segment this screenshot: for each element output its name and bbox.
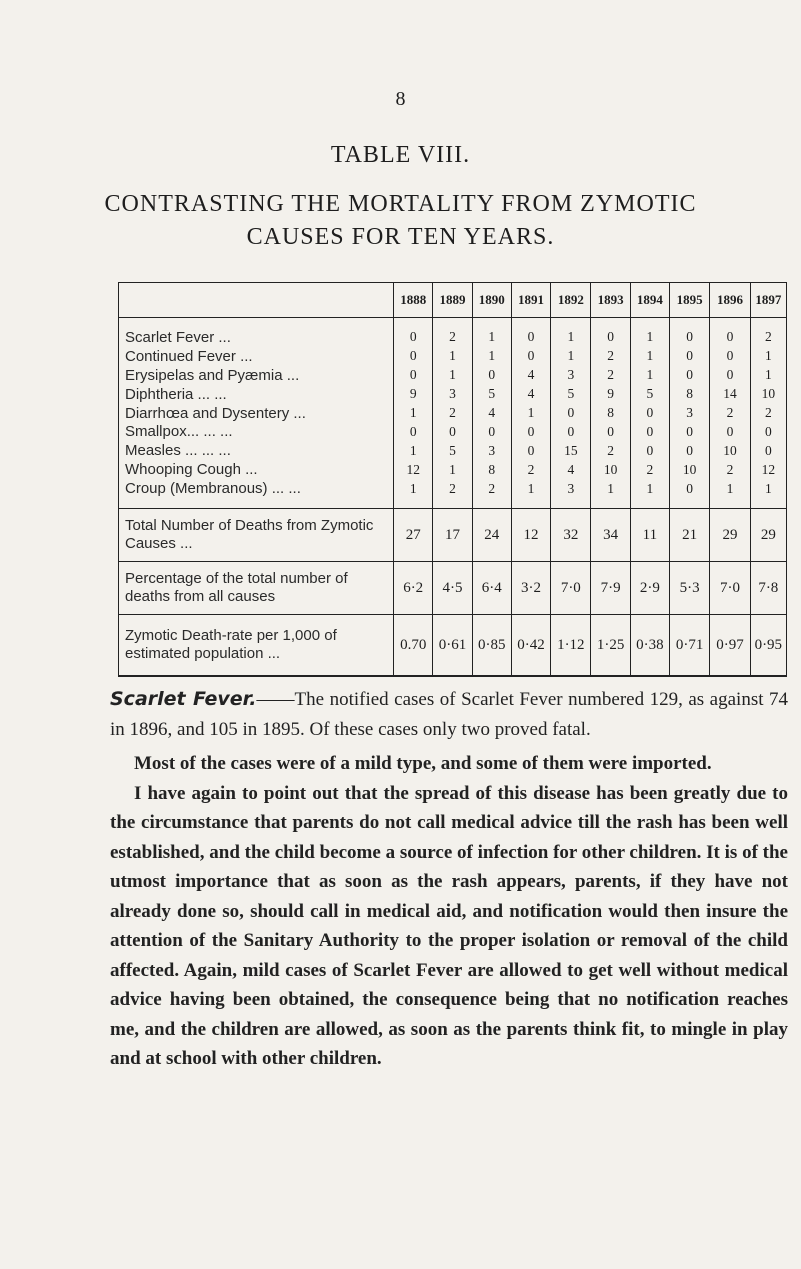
death-count-cell: 0	[394, 422, 433, 441]
summary-value-cell: 34	[591, 509, 630, 562]
death-count-cell: 2	[750, 318, 786, 347]
death-count-cell: 1	[630, 366, 669, 385]
table-subtitle-line-1: CONTRASTING THE MORTALITY FROM ZYMOTIC	[104, 191, 697, 217]
summary-label: Total Number of Deaths from Zymotic Causes ...	[119, 509, 394, 562]
summary-value-cell: 0·42	[511, 615, 550, 677]
death-count-cell: 0	[511, 347, 550, 366]
disease-row	[119, 422, 787, 441]
death-count-cell: 0	[591, 422, 630, 441]
paragraph-mild-type: Most of the cases were of a mild type, and some of them were imported.	[134, 753, 712, 774]
death-count-cell: 2	[710, 404, 750, 423]
death-count-cell: 2	[433, 404, 472, 423]
disease-row	[119, 479, 787, 508]
disease-row	[119, 366, 787, 385]
death-count-cell: 8	[591, 404, 630, 423]
year-header: 1888	[394, 283, 433, 318]
death-count-cell: 0	[670, 441, 710, 460]
disease-label: Measles ... ... ...	[119, 441, 394, 460]
summary-value-cell: 1·12	[551, 615, 591, 677]
summary-value-cell: 6·2	[394, 562, 433, 615]
header-blank-cell	[119, 283, 394, 318]
disease-label: Scarlet Fever ...	[119, 318, 394, 347]
death-count-cell: 2	[591, 441, 630, 460]
summary-value-cell: 7·0	[710, 562, 750, 615]
death-count-cell: 3	[472, 441, 511, 460]
death-count-cell: 0	[472, 422, 511, 441]
death-count-cell: 1	[394, 404, 433, 423]
summary-value-cell: 27	[394, 509, 433, 562]
summary-value-cell: 29	[710, 509, 750, 562]
paragraph-notified-cases	[110, 685, 788, 744]
percentage-row	[119, 562, 787, 615]
death-count-cell: 2	[433, 318, 472, 347]
death-count-cell: 1	[433, 460, 472, 479]
death-count-cell: 2	[591, 366, 630, 385]
year-header: 1890	[472, 283, 511, 318]
death-count-cell: 0	[591, 318, 630, 347]
death-count-cell: 10	[591, 460, 630, 479]
disease-label: Erysipelas and Pyæmia ...	[119, 366, 394, 385]
total-deaths-row	[119, 509, 787, 562]
death-rate-row	[119, 615, 787, 677]
death-count-cell: 0	[670, 366, 710, 385]
table-subtitle-line-2: CAUSES FOR TEN YEARS.	[246, 224, 555, 250]
death-count-cell: 1	[750, 479, 786, 508]
summary-value-cell: 0·71	[670, 615, 710, 677]
death-count-cell: 1	[750, 366, 786, 385]
year-header-row	[119, 283, 787, 318]
death-count-cell: 1	[630, 318, 669, 347]
death-count-cell: 0	[710, 318, 750, 347]
death-count-cell: 1	[433, 366, 472, 385]
summary-value-cell: 5·3	[670, 562, 710, 615]
summary-value-cell: 0·85	[472, 615, 511, 677]
mortality-table	[118, 282, 787, 677]
summary-value-cell: 29	[750, 509, 786, 562]
summary-label: Zymotic Death-rate per 1,000 of estimated population ...	[119, 615, 394, 677]
summary-value-cell: 32	[551, 509, 591, 562]
summary-value-cell: 0.70	[394, 615, 433, 677]
summary-value-cell: 0·61	[433, 615, 472, 677]
death-count-cell: 3	[433, 385, 472, 404]
disease-row	[119, 385, 787, 404]
death-count-cell: 3	[551, 366, 591, 385]
disease-label: Diarrhœa and Dysentery ...	[119, 404, 394, 423]
death-count-cell: 0	[394, 347, 433, 366]
death-count-cell: 1	[394, 441, 433, 460]
death-count-cell: 4	[472, 404, 511, 423]
death-count-cell: 5	[472, 385, 511, 404]
death-count-cell: 0	[670, 347, 710, 366]
death-count-cell: 0	[433, 422, 472, 441]
death-count-cell: 1	[591, 479, 630, 508]
death-count-cell: 2	[511, 460, 550, 479]
death-count-cell: 9	[394, 385, 433, 404]
death-count-cell: 2	[591, 347, 630, 366]
death-count-cell: 9	[591, 385, 630, 404]
death-count-cell: 3	[551, 479, 591, 508]
death-count-cell: 1	[551, 318, 591, 347]
death-count-cell: 4	[551, 460, 591, 479]
death-count-cell: 0	[472, 366, 511, 385]
death-count-cell: 1	[630, 347, 669, 366]
death-count-cell: 1	[472, 347, 511, 366]
death-count-cell: 0	[670, 422, 710, 441]
summary-value-cell: 0·95	[750, 615, 786, 677]
disease-row	[119, 404, 787, 423]
death-count-cell: 5	[433, 441, 472, 460]
summary-value-cell: 3·2	[511, 562, 550, 615]
death-count-cell: 1	[433, 347, 472, 366]
summary-value-cell: 0·38	[630, 615, 669, 677]
year-header: 1889	[433, 283, 472, 318]
death-count-cell: 12	[394, 460, 433, 479]
death-count-cell: 0	[511, 441, 550, 460]
death-count-cell: 0	[630, 404, 669, 423]
death-count-cell: 8	[670, 385, 710, 404]
death-count-cell: 0	[670, 479, 710, 508]
death-count-cell: 0	[750, 422, 786, 441]
disease-label: Diphtheria ... ...	[119, 385, 394, 404]
death-count-cell: 1	[710, 479, 750, 508]
summary-value-cell: 7·8	[750, 562, 786, 615]
table-title: TABLE VIII.	[330, 142, 471, 168]
year-header: 1892	[551, 283, 591, 318]
death-count-cell: 0	[511, 318, 550, 347]
death-count-cell: 10	[750, 385, 786, 404]
year-header: 1891	[511, 283, 550, 318]
page-number: 8	[395, 88, 406, 110]
death-count-cell: 10	[710, 441, 750, 460]
death-count-cell: 15	[551, 441, 591, 460]
summary-label: Percentage of the total number of deaths from all causes	[119, 562, 394, 615]
summary-value-cell: 2·9	[630, 562, 669, 615]
disease-row	[119, 347, 787, 366]
death-count-cell: 0	[551, 422, 591, 441]
summary-value-cell: 4·5	[433, 562, 472, 615]
death-count-cell: 5	[551, 385, 591, 404]
death-count-cell: 12	[750, 460, 786, 479]
death-count-cell: 2	[472, 479, 511, 508]
death-count-cell: 0	[670, 318, 710, 347]
death-count-cell: 1	[551, 347, 591, 366]
disease-row	[119, 441, 787, 460]
summary-value-cell: 0·97	[710, 615, 750, 677]
disease-label: Smallpox... ... ...	[119, 422, 394, 441]
summary-value-cell: 7·9	[591, 562, 630, 615]
death-count-cell: 2	[750, 404, 786, 423]
death-count-cell: 8	[472, 460, 511, 479]
death-count-cell: 1	[511, 479, 550, 508]
summary-value-cell: 12	[511, 509, 550, 562]
summary-value-cell: 17	[433, 509, 472, 562]
year-header: 1895	[670, 283, 710, 318]
disease-row	[119, 318, 787, 347]
year-header: 1893	[591, 283, 630, 318]
death-count-cell: 3	[670, 404, 710, 423]
death-count-cell: 14	[710, 385, 750, 404]
summary-value-cell: 11	[630, 509, 669, 562]
paragraph-1-text: ——The notified cases of Scarlet Fever numbered 129, as against 74 in 1896, and 105 in 1895. Of these cases only two proved fatal.	[110, 689, 788, 740]
summary-value-cell: 7·0	[551, 562, 591, 615]
scarlet-fever-section	[110, 685, 788, 1074]
death-count-cell: 4	[511, 366, 550, 385]
death-count-cell: 0	[551, 404, 591, 423]
death-count-cell: 1	[394, 479, 433, 508]
summary-value-cell: 21	[670, 509, 710, 562]
year-header: 1894	[630, 283, 669, 318]
death-count-cell: 1	[472, 318, 511, 347]
death-count-cell: 5	[630, 385, 669, 404]
death-count-cell: 1	[630, 479, 669, 508]
death-count-cell: 10	[670, 460, 710, 479]
death-count-cell: 0	[710, 347, 750, 366]
year-header: 1896	[710, 283, 750, 318]
death-count-cell: 1	[511, 404, 550, 423]
paragraph-spread: I have again to point out that the spread of this disease has been greatly due to the circumstance that parents do not call medical advice till the rash has been well established, and the child become a source of infection for other children. It is of the utmost importance that as soon as the rash appears, parents, if they have not already done so, should call in medical aid, and notification would then insure the attention of the Sanitary Authority to the proper isolation or removal of the child affected. Again, mild cases of Scarlet Fever are allowed to get well without medical advice having been obtained, the consequence being that no notification reaches me, and the children are allowed, as soon as the parents think fit, to mingle in play and at school with other children.	[110, 782, 788, 1069]
section-heading-scarlet-fever: Scarlet Fever.	[110, 688, 257, 710]
death-count-cell: 0	[750, 441, 786, 460]
death-count-cell: 2	[630, 460, 669, 479]
death-count-cell: 0	[710, 366, 750, 385]
summary-value-cell: 24	[472, 509, 511, 562]
death-count-cell: 4	[511, 385, 550, 404]
death-count-cell: 0	[630, 422, 669, 441]
death-count-cell: 2	[710, 460, 750, 479]
death-count-cell: 0	[710, 422, 750, 441]
year-header: 1897	[750, 283, 786, 318]
disease-label: Whooping Cough ...	[119, 460, 394, 479]
disease-label: Continued Fever ...	[119, 347, 394, 366]
summary-value-cell: 1·25	[591, 615, 630, 677]
disease-label: Croup (Membranous) ... ...	[119, 479, 394, 508]
death-count-cell: 2	[433, 479, 472, 508]
death-count-cell: 0	[394, 366, 433, 385]
disease-row	[119, 460, 787, 479]
death-count-cell: 1	[750, 347, 786, 366]
death-count-cell: 0	[630, 441, 669, 460]
summary-value-cell: 6·4	[472, 562, 511, 615]
death-count-cell: 0	[394, 318, 433, 347]
death-count-cell: 0	[511, 422, 550, 441]
